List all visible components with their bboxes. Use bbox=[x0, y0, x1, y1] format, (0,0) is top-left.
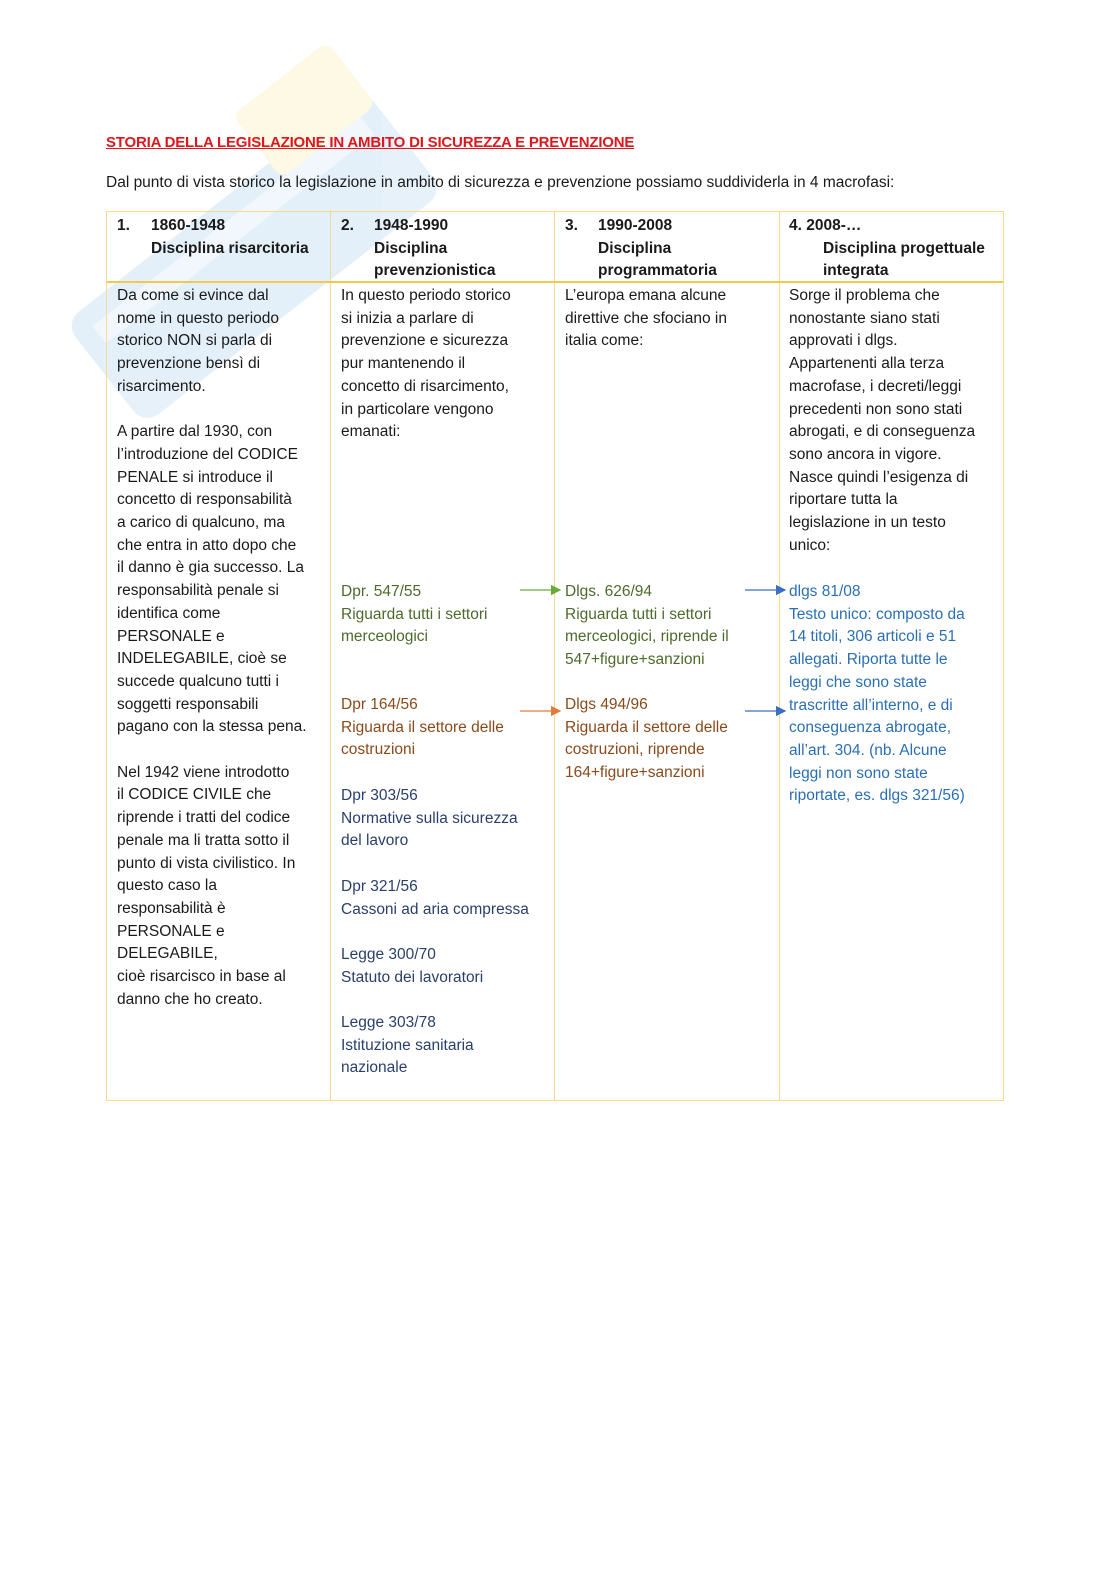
text-line: L’europa emana alcune bbox=[565, 287, 727, 304]
column-name: Disciplina bbox=[374, 239, 448, 257]
text-line: punto di vista civilistico. In bbox=[117, 854, 296, 872]
column-header-text bbox=[823, 238, 985, 283]
law-dpr-164-56 bbox=[341, 694, 504, 762]
col2-intro bbox=[341, 285, 511, 444]
text-line: In questo periodo storico bbox=[341, 287, 511, 304]
column-number: 2. bbox=[341, 217, 354, 234]
column-number: 4. bbox=[789, 217, 802, 234]
text-line: riportate, es. dlgs 321/56) bbox=[789, 787, 965, 805]
col1-paragraph bbox=[117, 285, 327, 399]
timeline-table bbox=[106, 211, 1004, 1101]
column-number: 1. bbox=[117, 217, 130, 234]
text-line: cioè risarcisco in base al bbox=[117, 968, 286, 986]
text-line: prevenzione bensì di bbox=[117, 355, 261, 373]
col3-intro bbox=[565, 285, 727, 353]
text-line: prevenzione e sicurezza bbox=[341, 332, 509, 350]
text-line: Riguarda tutti i settori bbox=[565, 605, 712, 623]
column-divider bbox=[554, 212, 555, 1100]
law-legge-303-78 bbox=[341, 1012, 474, 1080]
text-line: che entra in atto dopo che bbox=[117, 536, 297, 554]
law-code: Dpr. 547/55 bbox=[341, 583, 422, 600]
law-code: Dlgs. 626/94 bbox=[565, 583, 653, 600]
text-line: identifica come bbox=[117, 604, 221, 622]
text-line: Normative sulla sicurezza bbox=[341, 809, 518, 827]
law-dlgs-494-96 bbox=[565, 694, 728, 785]
text-line: Sorge il problema che bbox=[789, 287, 940, 304]
text-line: pagano con la stessa pena. bbox=[117, 718, 307, 736]
text-line: PERSONALE e bbox=[117, 627, 225, 645]
column-name: Disciplina progettuale bbox=[823, 239, 985, 257]
law-code: dlgs 81/08 bbox=[789, 583, 861, 600]
text-line: direttive che sfociano in bbox=[565, 309, 727, 327]
law-code: Dpr 321/56 bbox=[341, 878, 418, 895]
text-line: abrogati, e di conseguenza bbox=[789, 423, 976, 441]
text-line: succede qualcuno tutti i bbox=[117, 672, 279, 690]
text-line: leggi non sono state bbox=[789, 764, 928, 782]
text-line: merceologici bbox=[341, 628, 429, 646]
text-line: A partire dal 1930, con bbox=[117, 423, 273, 441]
text-line: a carico di qualcuno, ma bbox=[117, 514, 286, 532]
text-line: emanati: bbox=[341, 423, 401, 441]
text-line: leggi che sono state bbox=[789, 673, 927, 691]
text-line: nonostante siano stati bbox=[789, 309, 940, 327]
intro-paragraph: Dal punto di vista storico la legislazione in ambito di sicurezza e prevenzione possiamo suddividerla in 4 macrofasi: bbox=[106, 174, 895, 191]
text-line: Nel 1942 viene introdotto bbox=[117, 763, 290, 781]
col4-intro bbox=[789, 285, 975, 557]
column-name: Disciplina bbox=[598, 239, 672, 257]
text-line: concetto di responsabilità bbox=[117, 491, 292, 509]
text-line: 164+figure+sanzioni bbox=[565, 764, 705, 782]
law-code: Dlgs 494/96 bbox=[565, 696, 648, 713]
text-line: legislazione in un testo bbox=[789, 514, 946, 532]
law-dpr-547-55 bbox=[341, 581, 487, 649]
column-name: prevenzionistica bbox=[374, 262, 496, 279]
text-line: Statuto dei lavoratori bbox=[341, 968, 484, 986]
column-years: 1990-2008 bbox=[598, 217, 673, 234]
law-legge-300-70 bbox=[341, 944, 483, 989]
column-header-text bbox=[151, 215, 309, 260]
col1-body bbox=[117, 285, 327, 1011]
column-number-years bbox=[789, 215, 861, 238]
column-years: 1948-1990 bbox=[374, 217, 449, 234]
text-line: concetto di risarcimento, bbox=[341, 377, 509, 395]
text-line: PENALE si introduce il bbox=[117, 468, 273, 486]
text-line: storico NON si parla di bbox=[117, 332, 273, 350]
text-line: il CODICE CIVILE che bbox=[117, 786, 272, 804]
text-line: risarcimento. bbox=[117, 377, 206, 395]
law-code: Dpr 303/56 bbox=[341, 787, 418, 804]
column-header-text bbox=[374, 215, 495, 283]
column-header-text bbox=[598, 215, 717, 283]
law-dlgs-626-94 bbox=[565, 581, 729, 672]
text-line: PERSONALE e DELEGABILE, bbox=[117, 922, 225, 963]
text-line: nazionale bbox=[341, 1059, 408, 1077]
text-line: responsabilità penale si bbox=[117, 582, 279, 600]
text-line: approvati i dlgs. bbox=[789, 332, 898, 350]
text-line: pur mantenendo il bbox=[341, 355, 466, 373]
text-line: in particolare vengono bbox=[341, 400, 494, 418]
text-line: trascritte all’interno, e di bbox=[789, 696, 953, 714]
text-line: riprende i tratti del codice bbox=[117, 809, 291, 827]
text-line: INDELEGABILE, cioè se bbox=[117, 650, 287, 668]
law-dpr-303-56 bbox=[341, 785, 518, 853]
text-line: Testo unico: composto da bbox=[789, 605, 965, 623]
text-line: merceologici, riprende il bbox=[565, 628, 729, 646]
text-line: Riguarda il settore delle bbox=[565, 718, 728, 736]
text-line: 547+figure+sanzioni bbox=[565, 651, 705, 669]
column-name: integrata bbox=[823, 262, 889, 279]
text-line: il danno è gia successo. La bbox=[117, 559, 304, 577]
text-line: allegati. Riporta tutte le bbox=[789, 651, 948, 669]
text-line: sono ancora in vigore. bbox=[789, 445, 942, 463]
column-name: Disciplina risarcitoria bbox=[151, 239, 309, 257]
column-years: 1860-1948 bbox=[151, 217, 226, 234]
text-line: Riguarda il settore delle bbox=[341, 718, 504, 736]
page-title: STORIA DELLA LEGISLAZIONE IN AMBITO DI SICUREZZA E PREVENZIONE bbox=[106, 134, 635, 151]
column-number: 3. bbox=[565, 217, 578, 234]
text-line: responsabilità è bbox=[117, 899, 226, 917]
text-line: macrofase, i decreti/leggi bbox=[789, 377, 962, 395]
text-line: si inizia a parlare di bbox=[341, 309, 474, 327]
column-years: 2008-… bbox=[806, 217, 862, 234]
text-line: del lavoro bbox=[341, 832, 409, 850]
text-line: Nasce quindi l’esigenza di bbox=[789, 468, 969, 486]
text-line: nome in questo periodo bbox=[117, 309, 280, 327]
law-dpr-321-56 bbox=[341, 876, 529, 921]
text-line: costruzioni bbox=[341, 741, 416, 759]
text-line: l’introduzione del CODICE bbox=[117, 445, 298, 463]
text-line: 14 titoli, 306 articoli e 51 bbox=[789, 628, 957, 646]
text-line: penale ma li tratta sotto il bbox=[117, 831, 290, 849]
law-code: Legge 303/78 bbox=[341, 1014, 436, 1031]
text-line: soggetti responsabili bbox=[117, 695, 259, 713]
text-line: Appartenenti alla terza bbox=[789, 355, 945, 373]
text-line: costruzioni, riprende bbox=[565, 741, 705, 759]
text-line: conseguenza abrogate, bbox=[789, 719, 952, 737]
text-line: Riguarda tutti i settori bbox=[341, 605, 488, 623]
law-code: Dpr 164/56 bbox=[341, 696, 418, 713]
law-dlgs-81-08 bbox=[789, 581, 965, 808]
text-line: unico: bbox=[789, 536, 831, 554]
law-code: Legge 300/70 bbox=[341, 946, 436, 963]
text-line: italia come: bbox=[565, 332, 644, 350]
text-line: precedenti non sono stati bbox=[789, 400, 963, 418]
col1-paragraph bbox=[117, 421, 327, 739]
text-line: Cassoni ad aria compressa bbox=[341, 900, 529, 918]
text-line: riportare tutta la bbox=[789, 491, 898, 509]
text-line: danno che ho creato. bbox=[117, 990, 263, 1008]
column-divider bbox=[779, 212, 780, 1100]
text-line: questo caso la bbox=[117, 877, 217, 895]
text-line: Istituzione sanitaria bbox=[341, 1036, 474, 1054]
col1-paragraph bbox=[117, 762, 327, 1012]
column-name: programmatoria bbox=[598, 262, 717, 279]
text-line: all’art. 304. (nb. Alcune bbox=[789, 741, 947, 759]
column-divider bbox=[330, 212, 331, 1100]
text-line: Da come si evince dal bbox=[117, 287, 269, 304]
